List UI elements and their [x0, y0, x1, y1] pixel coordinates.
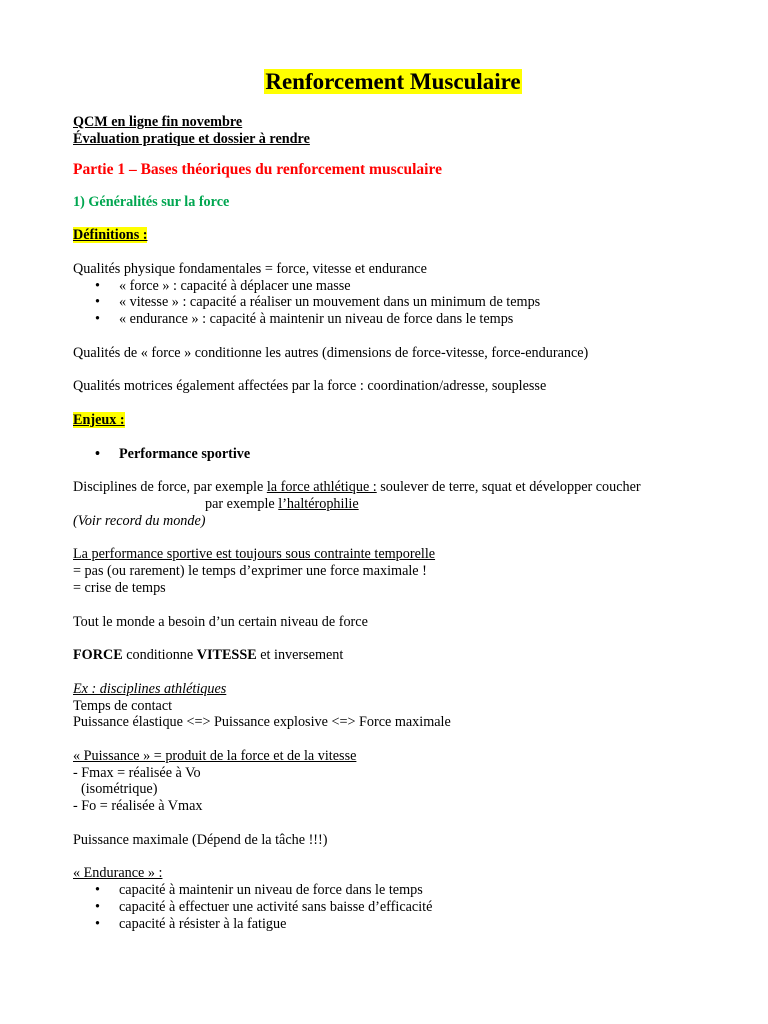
qualites-line: Qualités physique fondamentales = force, vitesse et endurance	[73, 260, 427, 277]
list-item: • « force » : capacité à déplacer une masse	[73, 278, 713, 295]
list-item: • capacité à maintenir un niveau de force dans le temps	[73, 882, 713, 899]
list-item: • « endurance » : capacité à maintenir un niveau de force dans le temps	[73, 311, 713, 328]
performance-heading: La performance sportive est toujours sous contrainte temporelle	[73, 546, 436, 563]
endurance-list	[73, 882, 713, 932]
disciplines-line-2: par exemple l’haltérophilie	[205, 495, 359, 512]
puissance-definition: « Puissance » = produit de la force et de la vitesse	[73, 747, 357, 764]
list-item: • Performance sportive	[73, 446, 713, 463]
definition-list	[73, 278, 713, 328]
disciplines-line: Disciplines de force, par exemple la force athlétique : soulever de terre, squat et développer coucher	[73, 479, 641, 496]
isometrique-line: (isométrique)	[81, 781, 158, 798]
puissance-chain-line: Puissance élastique <=> Puissance explosive <=> Force maximale	[73, 714, 451, 731]
definitions-label: Définitions :	[73, 227, 148, 244]
document-title: Renforcement Musculaire	[265, 69, 521, 94]
force-vitesse-line: FORCE conditionne VITESSE et inversement	[73, 647, 344, 664]
section-heading: 1) Généralités sur la force	[73, 193, 230, 210]
list-item: • « vitesse » : capacité a réaliser un mouvement dans un minimum de temps	[73, 294, 713, 311]
temps-contact-line: Temps de contact	[73, 697, 173, 714]
part-heading: Partie 1 – Bases théoriques du renforcement musculaire	[73, 160, 442, 178]
tout-le-monde-line: Tout le monde a besoin d’un certain niveau de force	[73, 613, 368, 630]
puissance-max-line: Puissance maximale (Dépend de la tâche !!!)	[73, 831, 328, 848]
subtitle-evaluation: Évaluation pratique et dossier à rendre	[73, 130, 310, 147]
subtitle-qcm: QCM en ligne fin novembre	[73, 114, 243, 130]
example-heading: Ex : disciplines athlétiques	[73, 680, 227, 697]
enjeux-label: Enjeux :	[73, 411, 125, 428]
fmax-line: - Fmax = réalisée à Vo	[73, 764, 201, 781]
paragraph-motrices: Qualités motrices également affectées par la force : coordination/adresse, souplesse	[73, 378, 547, 395]
fo-line: - Fo = réalisée à Vmax	[73, 798, 203, 815]
list-item: • capacité à effectuer une activité sans baisse d’efficacité	[73, 899, 713, 916]
enjeux-list	[73, 446, 713, 463]
performance-line-2: = pas (ou rarement) le temps d’exprimer une force maximale !	[73, 563, 427, 580]
paragraph-force: Qualités de « force » conditionne les autres (dimensions de force-vitesse, force-endurance)	[73, 344, 589, 361]
endurance-label: « Endurance » :	[73, 865, 163, 882]
document-page	[73, 62, 713, 933]
list-item: • capacité à résister à la fatigue	[73, 916, 713, 933]
record-note: (Voir record du monde)	[73, 512, 206, 529]
performance-line-3: = crise de temps	[73, 579, 166, 596]
